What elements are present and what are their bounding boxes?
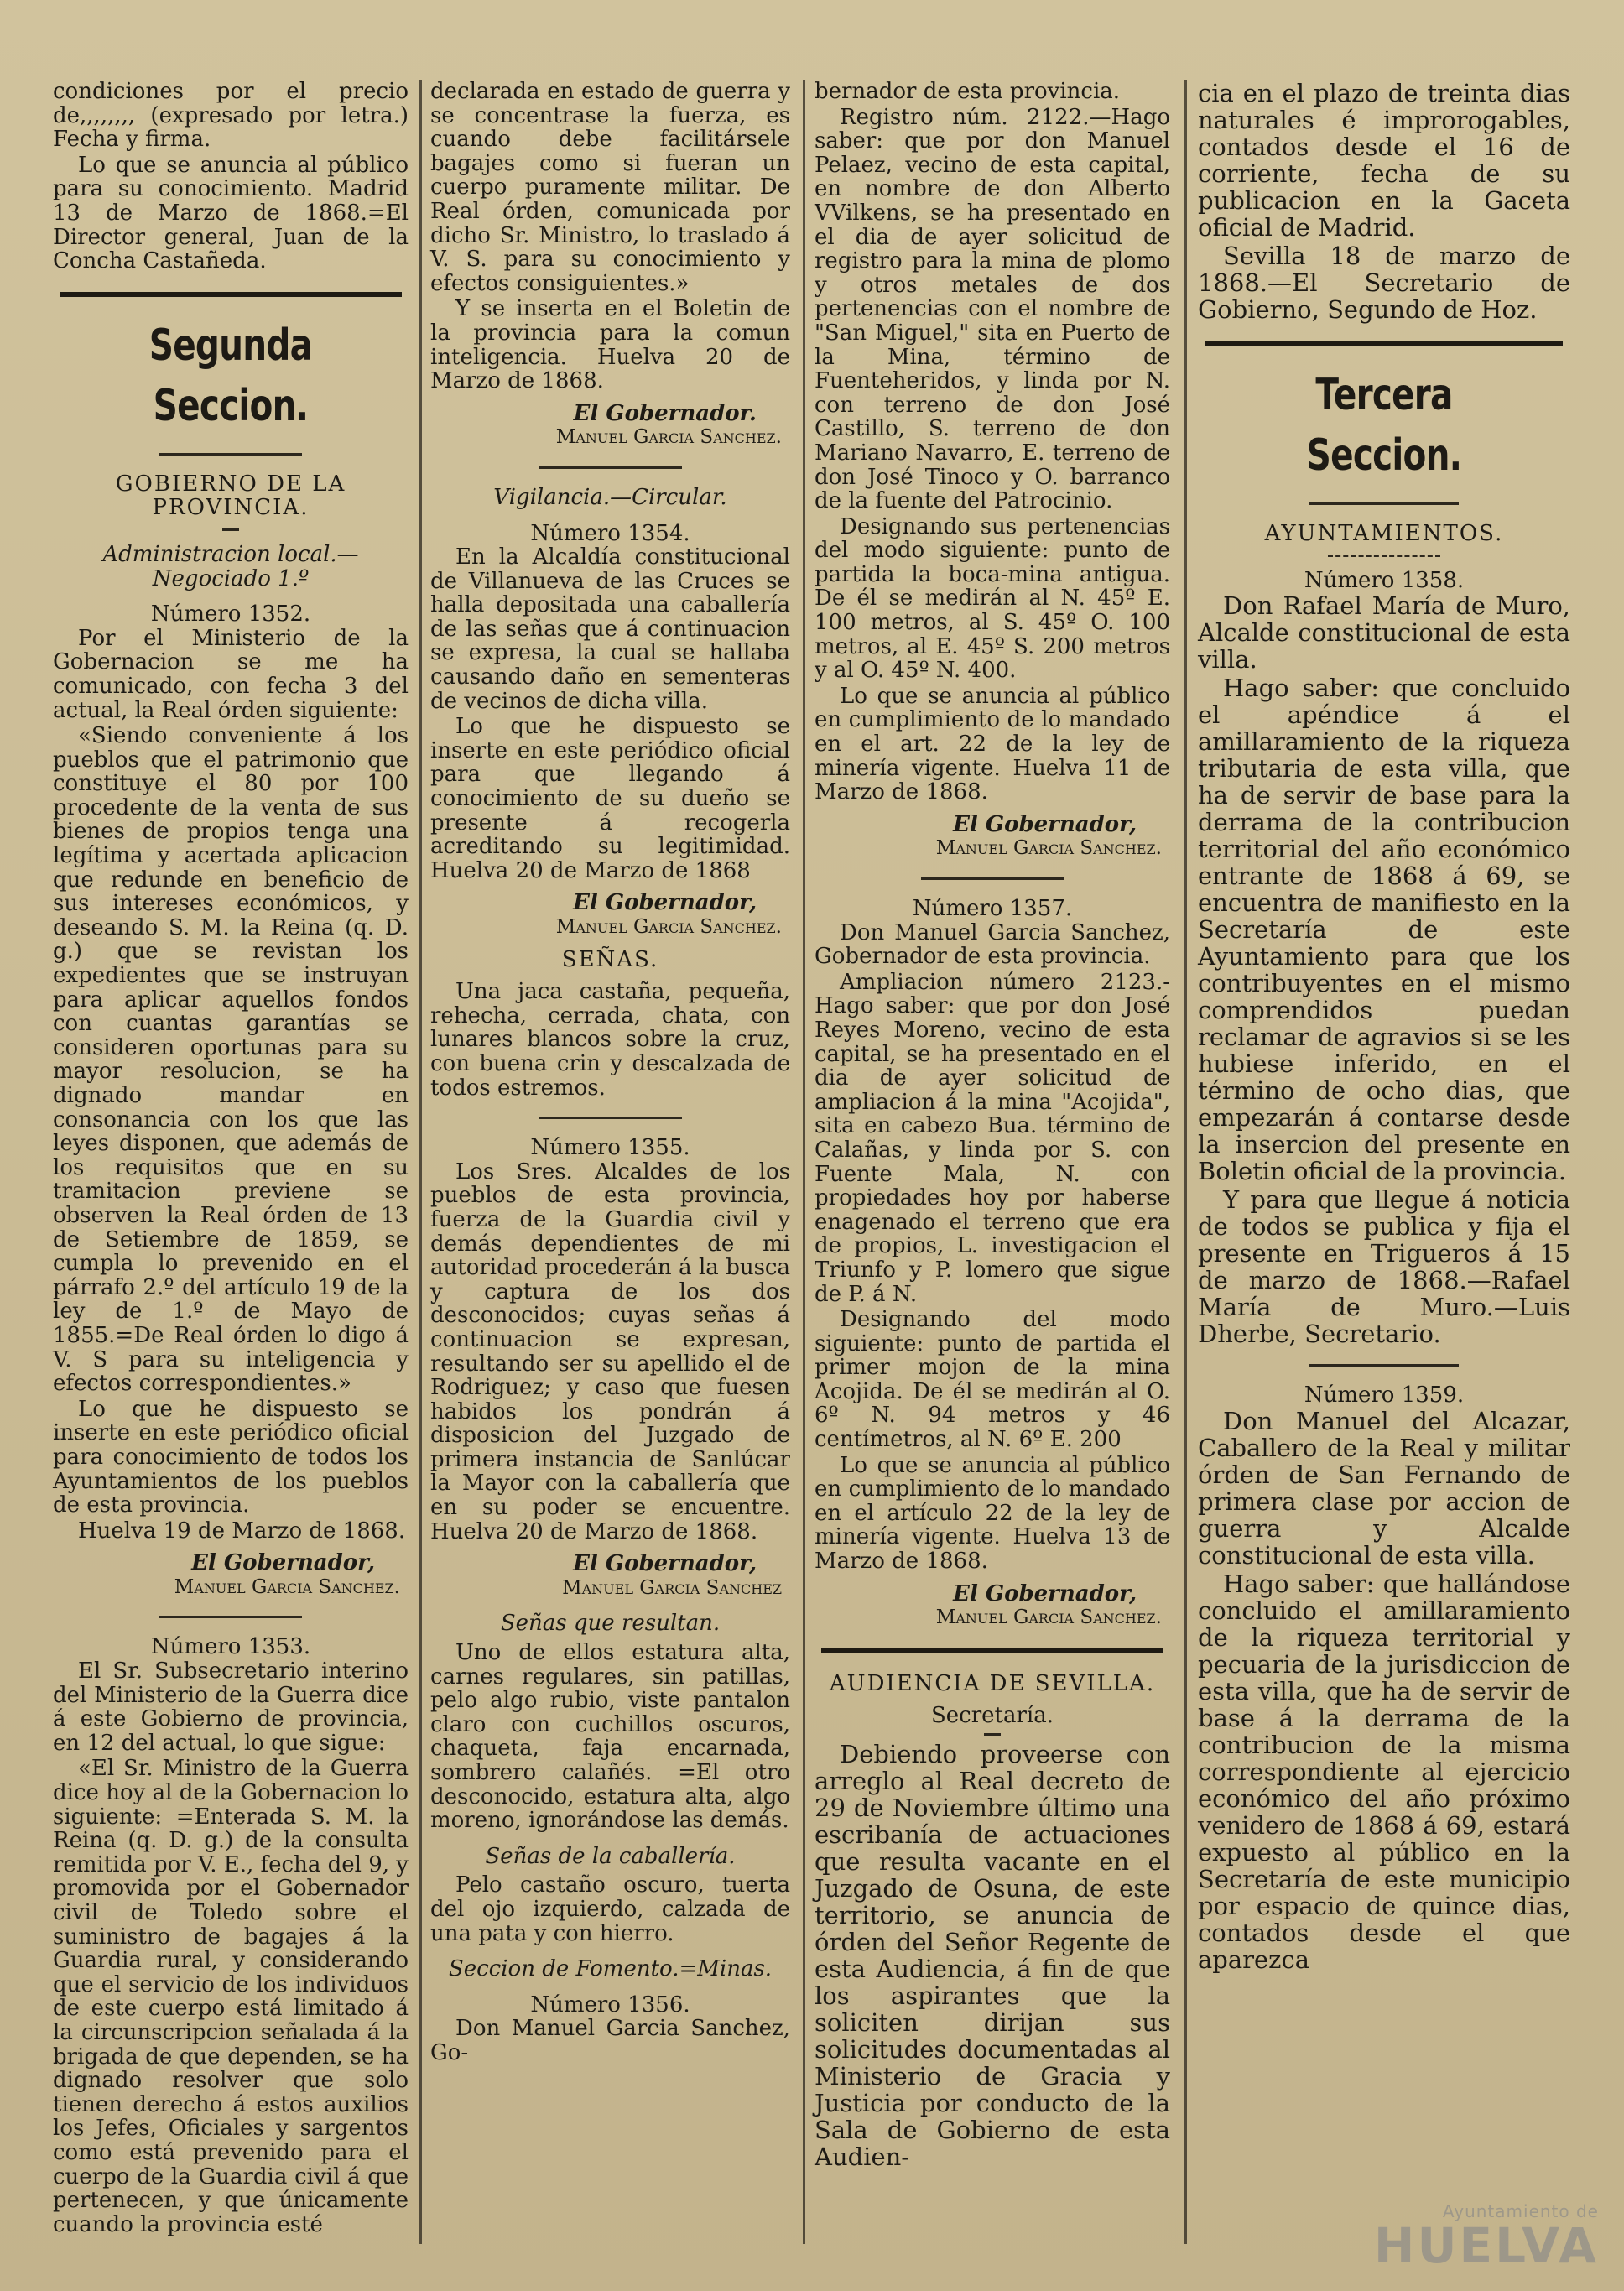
column-3	[808, 80, 1177, 2244]
paragraph: Una jaca castaña, pequeña, rehecha, cerrada, chata, con lunares blancos sobre la cruz, con buena crin y descalzada de todos estremos.	[430, 979, 790, 1101]
paragraph: Debiendo proveerse con arreglo al Real decreto de 29 de Noviembre último una escribanía de actuaciones que resulta vacante en el Juzgado de Osuna, de este territorio, se anuncia de órden del Señor Regente de esta Audiencia, á fin de que los aspirantes que la soliciten dirijan sus solicitudes documentadas al Ministerio de Gracia y Justicia por conducto de la Sala de Gobierno de esta Audien-	[815, 1740, 1170, 2171]
paragraph: «Siendo conveniente á los pueblos que el patrimonio que constituye el 80 por 100 procedente de la venta de sus bienes de propios tenga una legítima y acertada aplicacion que redunde en beneficio de sus intereses económicos, y deseando S. M. la Reina (q. D. g.) que se revistan los expedientes que se instruyan para aplicar aquellos fondos con cuantas garantías se consideren oportunas para su mayor resolucion, se ha dignado mandar en consonancia con los que las leyes disponen, que además de los requisitos que en su tramitacion previene se observen la Real órden de 13 de Setiembre de 1859, se cumpla lo prevenido en el párrafo 2.º del artículo 19 de la ley de 1.º de Mayo de 1855.=De Real órden lo digo á V. S para su inteligencia y efectos correspondientes.»	[53, 723, 409, 1397]
signature-name: Manuel Garcia Sanchez	[562, 1576, 782, 1599]
paragraph: bernador de esta provincia.	[815, 80, 1121, 104]
watermark-title: HUELVA	[1373, 2217, 1599, 2274]
signature-role: El Gobernador,	[573, 890, 757, 916]
signature-role: El Gobernador,	[953, 1580, 1137, 1606]
signature-name: Manuel Garcia Sanchez.	[935, 1606, 1162, 1629]
signature-role: El Gobernador,	[953, 811, 1137, 837]
divider	[1309, 1364, 1459, 1367]
paragraph: Lo que he dispuesto se inserte en este periódico oficial para que llegando á conocimiento de su dueño se presente á recogerla acreditando su legitimidad. Huelva 20 de Marzo de 1868	[430, 714, 790, 883]
dateline: Huelva 19 de Marzo de 1868.	[78, 1518, 406, 1544]
paragraph: Don Manuel Garcia Sanchez, Gobernador de esta provincia.	[815, 919, 1170, 970]
heading-senas: SEÑAS.	[561, 946, 659, 972]
paragraph: Lo que se anuncia al público para su conocimiento. Madrid 13 de Marzo de 1868.=El Director general, Juan de la Concha Castañeda.	[53, 152, 409, 274]
divider	[539, 1117, 683, 1119]
paragraph: Por el Ministerio de la Gobernacion se me ha comunicado, con fecha 3 del actual, la Real órden siguiente:	[53, 625, 409, 723]
article-number: Número 1352.	[150, 601, 311, 627]
watermark-line: Ayuntamiento de	[1442, 2201, 1599, 2221]
section-title: Segunda Seccion.	[148, 320, 313, 431]
subheading: Administracion local.—Negociado 1.º	[102, 541, 359, 591]
paragraph: Don Manuel del Alcazar, Caballero de la Real y militar órden de San Fernando de primera clase por accion de guerra y Alcalde constitucional de esta villa.	[1198, 1406, 1570, 1570]
heading-ayuntamientos: AYUNTAMIENTOS.	[1264, 521, 1504, 546]
paragraph: cia en el plazo de treinta dias naturales é improrogables, contados desde el 16 de corriente, fecha de su publicacion en la Gaceta oficial de Madrid.	[1198, 80, 1570, 242]
paragraph: Don Manuel Garcia Sanchez, Go-	[430, 2016, 790, 2065]
paragraph: Y para que llegue á noticia de todos se publica y fija el presente en Trigueros á 15 de marzo de 1868.—Rafael María de Muro.—Luis Dherbe, Secretario.	[1198, 1185, 1570, 1349]
article-number: Número 1353.	[150, 1634, 311, 1660]
paragraph: Designando sus pertenencias del modo siguiente: punto de partida la boca-mina antigua. De él se medirán al N. 45º E. 100 metros, al S. 45º O. 100 metros, al E. 45º S. 200 metros y al O. 45º N. 400.	[815, 513, 1170, 684]
divider	[539, 466, 683, 469]
signature-name: Manuel Garcia Sanchez.	[935, 837, 1162, 860]
divider	[159, 1616, 302, 1618]
signature-name: Manuel Garcia Sanchez.	[174, 1575, 400, 1598]
article-number: Número 1354.	[530, 520, 690, 546]
paragraph: Ampliacion número 2123.-Hago saber: que por don José Reyes Moreno, vecino de esta capital, se ha presentado en el dia de ayer solicitud de ampliacion á la mina "Acojida", sita en cabezo Bua. término de Calañas, y linda por S. con Fuente Mala, N. con propiedades hoy por haberse enagenado el terreno que era de propios, L. investigacion el Triunfo y P. lomero que sigue de P. á N.	[815, 969, 1170, 1307]
paragraph: Sevilla 18 de marzo de 1868.—El Secretario de Gobierno, Segundo de Hoz.	[1198, 242, 1570, 324]
column-4	[1191, 80, 1577, 2244]
paragraph: Los Sres. Alcaldes de los pueblos de esta provincia, fuerza de la Guardia civil y demás dependientes de mi autoridad procederán á la busca y captura de los dos desconocidos; cuyas señas á continuacion se expresan, resultando ser su apellido el de Rodriguez; y caso que fuesen habidos los pondrán á disposicion del Juzgado de primera instancia de Sanlúcar la Mayor con la caballería que en su poder se encuentre. Huelva 20 de Marzo de 1868.	[430, 1159, 790, 1544]
article-number: Número 1358.	[1304, 567, 1465, 593]
divider	[1309, 502, 1459, 505]
paragraph: Lo que se anuncia al público en cumplimiento de lo mandado en el artículo 22 de la ley de minería vigente. Huelva 13 de Marzo de 1868.	[815, 1452, 1170, 1575]
heading-audiencia: AUDIENCIA DE SEVILLA.	[829, 1670, 1156, 1696]
signature-role: El Gobernador,	[573, 1551, 757, 1577]
article-number: Número 1356.	[530, 1992, 690, 2018]
heading-gobierno: GOBIERNO DE LA PROVINCIA.	[115, 471, 346, 521]
signature-role: El Gobernador,	[191, 1550, 375, 1576]
divider	[159, 453, 302, 456]
article-number: Número 1355.	[530, 1135, 690, 1161]
signature-name: Manuel Garcia Sanchez.	[555, 426, 782, 449]
watermark-logo	[1373, 2201, 1599, 2274]
divider	[60, 292, 401, 297]
paragraph: Uno de ellos estatura alta, carnes regulares, sin patillas, pelo algo rubio, viste pantalon claro con cuchillos oscuros, chaqueta, faja encarnada, sombrero calañés. =El otro desconocido, estatura alta, algo moreno, ignorándose las demás.	[430, 1640, 790, 1834]
section-title: Tercera Seccion.	[1306, 370, 1462, 481]
divider	[921, 877, 1064, 880]
paragraph: Hago saber: que concluido el apéndice á el amillaramiento de la riqueza tributaria de esta villa, que ha de servir de base para la derrama de la contribucion territorial del año económico entrante de 1868 á 69, se encuentra de manifiesto en la Secretaría de este Ayuntamiento para que los contribuyentes en el mismo comprendidos puedan reclamar de agravios si se les hubiese inferido, en el término de ocho dias, que empezarán á contarse desde la insercion del presente en Boletin oficial de la provincia.	[1198, 674, 1570, 1186]
paragraph: El Sr. Subsecretario interino del Ministerio de la Guerra dice á este Gobierno de provincia, en 12 del actual, lo que sigue:	[53, 1658, 409, 1756]
column-rule-2	[803, 80, 805, 2244]
subheading: Señas que resultan.	[500, 1611, 721, 1637]
column-rule-1	[419, 80, 422, 2244]
signature-name: Manuel Garcia Sanchez.	[555, 916, 782, 938]
column-2	[424, 80, 797, 2244]
paragraph: Hago saber: que hallándose concluido el amillaramiento de la riqueza territorial y pecuaria de la jurisdiccion de esta villa, que ha de servir de base á la derrama de la contribucion de la misma correspondiente al ejercicio económico del año próximo venidero de 1868 á 69, estará expuesto al público en la Secretaría de este municipio por espacio de quince dias, contados desde el que aparezca	[1198, 1569, 1570, 1974]
paragraph: «El Sr. Ministro de la Guerra dice hoy al de la Gobernacion lo siguiente: =Enterada S. M. la Reina (q. D. g.) de la consulta remitida por V. E., fecha del 9, y promovida por el Gobernador civil de Toledo sobre el suministro de bagajes á la Guardia rural, y considerando que el servicio de los individuos de este cuerpo está limitado á la circunscripcion señalada á la brigada de que dependen, se ha dignado resolver que solo tienen derecho á estos auxilios los Jefes, Oficiales y sargentos como está prevenido para el cuerpo de la Guardia civil á que pertenecen, y que únicamente cuando la provincia esté	[53, 1756, 409, 2237]
divider	[984, 1733, 1001, 1736]
paragraph: Designando del modo siguiente: punto de partida el primer mojon de la mina Acojida. De él se medirán al O. 6º N. 94 metros y 46 centímetros, al N. 6º E. 200	[815, 1307, 1170, 1453]
subheading: Señas de la caballería.	[485, 1843, 736, 1869]
article-number: Número 1359.	[1304, 1382, 1465, 1408]
divider	[1328, 555, 1439, 557]
paragraph: Y se inserta en el Boletin de la provincia para la comun inteligencia. Huelva 20 de Marzo de 1868.	[430, 296, 790, 394]
paragraph: condiciones por el precio de,,,,,,,, (expresado por letra.) Fecha y firma.	[53, 80, 409, 153]
subheading: Vigilancia.—Circular.	[493, 484, 727, 510]
divider	[1205, 341, 1563, 346]
signature-role: El Gobernador.	[573, 400, 757, 426]
paragraph: En la Alcaldía constitucional de Villanueva de las Cruces se halla depositada una caballería de las señas que á continuacion se expresa, la cual se hallaba causando daño en sementeras de vecinos de dicha villa.	[430, 544, 790, 714]
paragraph: Don Rafael María de Muro, Alcalde constitucional de esta villa.	[1198, 591, 1570, 674]
paragraph: Registro núm. 2122.—Hago saber: que por don Manuel Pelaez, vecino de esta capital, en nombre de don Alberto VVilkens, se ha presentado en el dia de ayer solicitud de registro para la mina de plomo y otros metales de dos pertenencias con el nombre de "San Miguel," sita en Puerto de la Mina, término de Fuenteheridos, y linda por N. con terreno de don José Castillo, S. terreno de don Mariano Navarro, E. terreno de don José Tinoco y O. barranco de la fuente del Patrocinio.	[815, 104, 1170, 514]
article-number: Número 1357.	[912, 896, 1073, 921]
paragraph: Pelo castaño oscuro, tuerta del ojo izquierdo, calzada de una pata y con hierro.	[430, 1872, 790, 1946]
subheading: Seccion de Fomento.=Minas.	[448, 1956, 773, 1982]
column-1	[46, 80, 415, 2244]
divider	[821, 1648, 1163, 1653]
subheading: Secretaría.	[930, 1703, 1054, 1729]
paragraph: Lo que se anuncia al público en cumplimiento de lo mandado en el art. 22 de la ley de minería vigente. Huelva 11 de Marzo de 1868.	[815, 683, 1170, 805]
paragraph: Lo que he dispuesto se inserte en este periódico oficial para conocimiento de todos los Ayuntamientos de los pueblos de esta provincia.	[53, 1396, 409, 1518]
column-rule-3	[1184, 80, 1187, 2244]
divider	[222, 528, 239, 531]
paragraph: declarada en estado de guerra y se concentrase la fuerza, es cuando debe facilitársele bagajes como si fueran un cuerpo puramente militar. De Real órden, comunicada por dicho Sr. Ministro, lo traslado á V. S. para su conocimiento y efectos consiguientes.»	[430, 80, 790, 296]
